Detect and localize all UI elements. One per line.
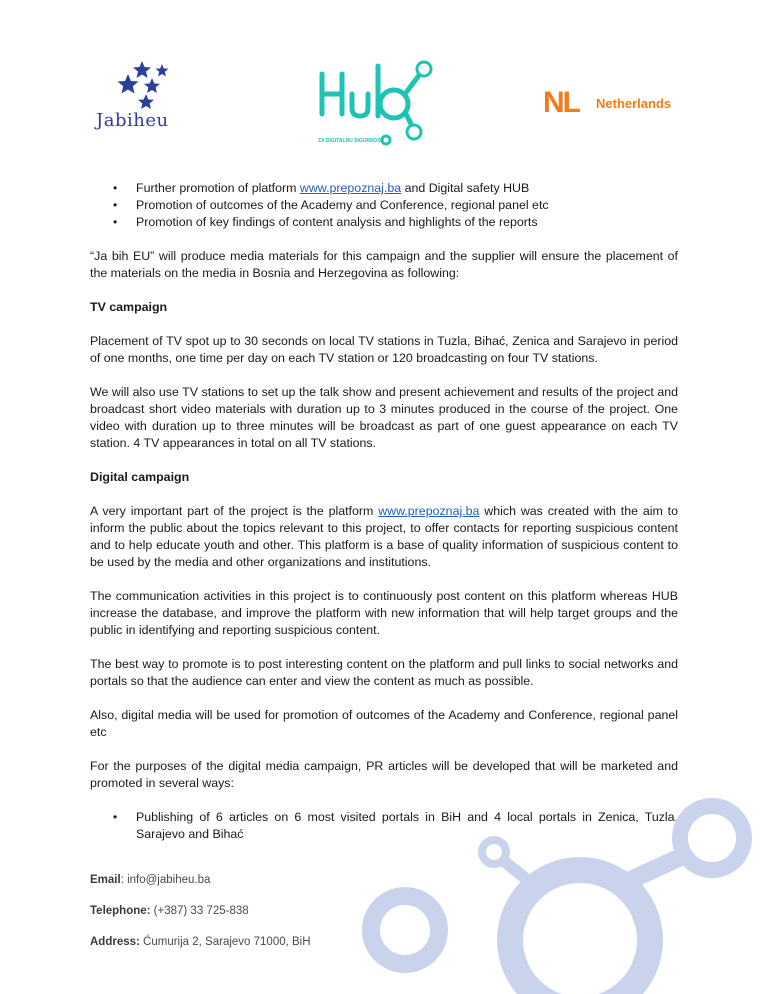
footer-email bbox=[90, 872, 311, 903]
bullet-text: and Digital safety HUB bbox=[401, 181, 530, 195]
digital-campaign-heading: Digital campaign bbox=[90, 470, 190, 484]
address-label: Address: bbox=[90, 936, 140, 948]
tv-campaign-heading: TV campaign bbox=[90, 300, 168, 314]
address-value: Ćumurija 2, Sarajevo 71000, BiH bbox=[139, 936, 311, 948]
paragraph-text: A very important part of the project is the platform bbox=[90, 504, 379, 518]
digital-paragraph: For the purposes of the digital media campaign, PR articles will be developed that will be marketed and promoted in several ways: bbox=[90, 759, 678, 790]
prepoznaj-link[interactable]: www.prepoznaj.ba bbox=[299, 181, 402, 195]
digital-paragraph: The communication activities in this project is to continuously post content on this platform whereas HUB increase the database, and improve the platform with new information that will help target groups and the public in identifying and reporting suspicious content. bbox=[90, 589, 678, 637]
prepoznaj-link[interactable]: www.prepoznaj.ba bbox=[378, 504, 480, 518]
netherlands-logo bbox=[543, 86, 683, 120]
list-item: • Publishing of 6 articles on 6 most visited portals in BiH and 4 local portals in Zenica, Tuzla, Sarajevo and Bihać bbox=[90, 809, 678, 843]
paragraph-text: which was created with the aim to inform the public about the topics relevant to this project, to offer contacts for reporting suspicious content and to help educate youth and other. This platform is a base of quality information of suspicious content to be used by the media and other organizations and institutions. bbox=[90, 504, 678, 569]
digital-paragraph: Also, digital media will be used for promotion of outcomes of the Academy and Conference, regional panel etc bbox=[90, 708, 678, 739]
footer-phone bbox=[90, 903, 311, 934]
digital-paragraph bbox=[90, 503, 678, 571]
list-item: • Promotion of key findings of content analysis and highlights of the reports bbox=[90, 214, 678, 231]
email-value[interactable]: : info@jabiheu.ba bbox=[120, 874, 211, 886]
intro-paragraph: “Ja bih EU” will produce media materials for this campaign and the supplier will ensure the placement of the materials on the media in Bosnia and Herzegovina as following: bbox=[90, 249, 678, 280]
hub-logo bbox=[312, 56, 442, 150]
netherlands-wordmark: Netherlands bbox=[596, 96, 672, 111]
email-label: Email bbox=[90, 874, 121, 886]
tv-paragraph: We will also use TV stations to set up the talk show and present achievement and results of the project and broadcast short video materials with duration up to 3 minutes produced in the course of the project. One video with duration up to three minutes will be broadcast as part of one guest appearance on each TV station. 4 TV appearances in total on all TV stations. bbox=[90, 385, 678, 450]
intro-bullet-list bbox=[90, 180, 678, 231]
document-body bbox=[90, 180, 678, 843]
list-item: • Promotion of outcomes of the Academy and Conference, regional panel etc bbox=[90, 197, 678, 214]
jabiheu-logo-text: Jabiheu bbox=[96, 110, 169, 131]
phone-label: Telephone: bbox=[90, 905, 151, 917]
jabiheu-logo bbox=[92, 58, 182, 138]
hub-logo-subtext: ZA DIGITALNU SIGURNOST bbox=[318, 138, 384, 144]
tv-paragraph: Placement of TV spot up to 30 seconds on local TV stations in Tuzla, Bihać, Zenica and Sarajevo in period of one months, one time per day on each TV station or 120 broadcasting on four TV stations. bbox=[90, 334, 678, 365]
contact-footer bbox=[90, 872, 311, 965]
digital-paragraph: The best way to promote is to post interesting content on the platform and pull links to social networks and portals so that the audience can enter and view the content as much as possible. bbox=[90, 657, 678, 688]
hub-molecule-icon bbox=[312, 56, 442, 150]
footer-address bbox=[90, 934, 311, 965]
list-item bbox=[90, 180, 678, 197]
nl-mark: NL bbox=[543, 86, 579, 119]
phone-value: (+387) 33 725-838 bbox=[150, 905, 249, 917]
bullet-text: Further promotion of platform bbox=[136, 181, 300, 195]
decorative-molecule-graphic bbox=[350, 760, 768, 994]
